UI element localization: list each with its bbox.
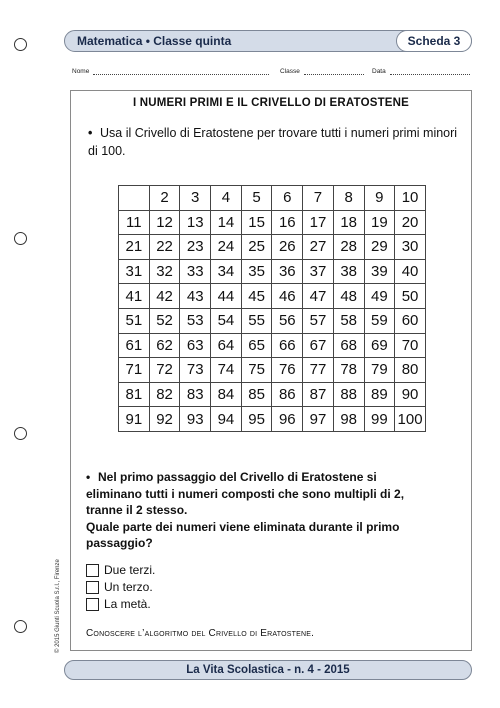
learning-objective: Conoscere l’algoritmo del Crivello di Eratostene. [86,628,315,639]
grid-cell[interactable]: 37 [303,259,334,284]
sheet-label: Scheda 3 [396,30,472,52]
grid-row [119,382,426,407]
option-half[interactable] [86,596,155,612]
grid-cell[interactable]: 14 [211,210,242,235]
grid-cell[interactable]: 64 [211,333,242,358]
grid-cell[interactable]: 96 [272,407,303,432]
binder-hole-bottom [14,620,27,633]
grid-cell[interactable]: 70 [395,333,426,358]
grid-cell[interactable]: 2 [149,186,180,211]
grid-row [119,210,426,235]
grid-cell[interactable]: 98 [333,407,364,432]
answer-options [86,562,155,613]
bullet-icon: • [86,470,91,484]
question-2-line-1: Nel primo passaggio del Crivello di Eratostene si [98,470,377,484]
question-1 [88,124,458,160]
grid-cell[interactable]: 55 [241,308,272,333]
grid-cell[interactable]: 72 [149,358,180,383]
option-label: Due terzi. [104,563,156,577]
grid-cell[interactable]: 99 [364,407,395,432]
grid-cell[interactable]: 93 [180,407,211,432]
grid-cell[interactable]: 16 [272,210,303,235]
grid-row [119,407,426,432]
grid-cell[interactable]: 28 [333,235,364,260]
grid-cell[interactable]: 95 [241,407,272,432]
grid-cell[interactable]: 39 [364,259,395,284]
grid-cell[interactable]: 25 [241,235,272,260]
grid-cell[interactable]: 56 [272,308,303,333]
grid-cell[interactable]: 10 [395,186,426,211]
question-2 [86,469,466,552]
grid-cell[interactable]: 19 [364,210,395,235]
grid-cell[interactable]: 79 [364,358,395,383]
grid-cell[interactable]: 61 [119,333,150,358]
grid-cell[interactable]: 100 [395,407,426,432]
grid-cell[interactable] [119,186,150,211]
option-two-thirds[interactable] [86,562,155,578]
grid-cell[interactable]: 60 [395,308,426,333]
binder-hole-top [14,38,27,51]
date-label: Data [372,68,386,75]
grid-row [119,333,426,358]
grid-cell[interactable]: 62 [149,333,180,358]
grid-cell[interactable]: 69 [364,333,395,358]
grid-cell[interactable]: 6 [272,186,303,211]
grid-row [119,358,426,383]
subject-title: Matematica • Classe quinta [77,34,232,48]
class-field[interactable] [280,68,364,75]
grid-cell[interactable]: 20 [395,210,426,235]
grid-cell[interactable]: 77 [303,358,334,383]
grid-cell[interactable]: 90 [395,382,426,407]
question-2-line-2: eliminano tutti i numeri composti che sono multipli di 2, [86,486,405,501]
grid-cell[interactable]: 24 [211,235,242,260]
grid-cell[interactable]: 94 [211,407,242,432]
grid-cell[interactable]: 49 [364,284,395,309]
checkbox-icon[interactable] [86,564,99,577]
grid-cell[interactable]: 33 [180,259,211,284]
grid-cell[interactable]: 31 [119,259,150,284]
grid-cell[interactable]: 43 [180,284,211,309]
grid-cell[interactable]: 71 [119,358,150,383]
grid-cell[interactable]: 76 [272,358,303,383]
grid-cell[interactable]: 63 [180,333,211,358]
grid-cell[interactable]: 68 [333,333,364,358]
grid-row [119,186,426,211]
grid-cell[interactable]: 54 [211,308,242,333]
grid-cell[interactable]: 86 [272,382,303,407]
grid-cell[interactable]: 51 [119,308,150,333]
grid-cell[interactable]: 92 [149,407,180,432]
grid-cell[interactable]: 73 [180,358,211,383]
footer-bar: La Vita Scolastica - n. 4 - 2015 [64,660,472,680]
grid-cell[interactable]: 75 [241,358,272,383]
class-label: Classe [280,68,300,75]
grid-cell[interactable]: 35 [241,259,272,284]
grid-cell[interactable]: 42 [149,284,180,309]
grid-cell[interactable]: 17 [303,210,334,235]
grid-row [119,284,426,309]
grid-cell[interactable]: 44 [211,284,242,309]
grid-cell[interactable]: 4 [211,186,242,211]
grid-cell[interactable]: 27 [303,235,334,260]
binder-hole-middle [14,232,27,245]
header-bar [64,30,472,52]
grid-cell[interactable]: 12 [149,210,180,235]
checkbox-icon[interactable] [86,581,99,594]
grid-cell[interactable]: 47 [303,284,334,309]
grid-cell[interactable]: 5 [241,186,272,211]
copyright-notice: © 2015 Giunti Scuola S.r.l., Firenze [55,559,61,653]
grid-cell[interactable]: 91 [119,407,150,432]
name-line[interactable] [93,69,269,75]
grid-cell[interactable]: 36 [272,259,303,284]
grid-cell[interactable]: 23 [180,235,211,260]
date-line[interactable] [390,69,470,75]
grid-row [119,235,426,260]
grid-cell[interactable]: 11 [119,210,150,235]
grid-cell[interactable]: 57 [303,308,334,333]
grid-cell[interactable]: 74 [211,358,242,383]
grid-cell[interactable]: 30 [395,235,426,260]
grid-cell[interactable]: 48 [333,284,364,309]
grid-cell[interactable]: 21 [119,235,150,260]
grid-cell[interactable]: 58 [333,308,364,333]
grid-cell[interactable]: 52 [149,308,180,333]
grid-row [119,308,426,333]
grid-cell[interactable]: 78 [333,358,364,383]
grid-cell[interactable]: 8 [333,186,364,211]
grid-cell[interactable]: 46 [272,284,303,309]
grid-cell[interactable]: 82 [149,382,180,407]
grid-cell[interactable]: 22 [149,235,180,260]
grid-cell[interactable]: 45 [241,284,272,309]
grid-cell[interactable]: 59 [364,308,395,333]
grid-cell[interactable]: 87 [303,382,334,407]
question-2-line-5: passaggio? [86,536,153,550]
option-one-third[interactable] [86,579,155,595]
grid-cell[interactable]: 89 [364,382,395,407]
worksheet-title: I NUMERI PRIMI E IL CRIVELLO DI ERATOSTENE [132,97,410,109]
grid-cell[interactable]: 32 [149,259,180,284]
binder-hole-lower [14,427,27,440]
grid-cell[interactable]: 7 [303,186,334,211]
grid-cell[interactable]: 15 [241,210,272,235]
option-label: La metà. [104,597,151,611]
grid-cell[interactable]: 80 [395,358,426,383]
grid-row [119,259,426,284]
grid-cell[interactable]: 9 [364,186,395,211]
grid-cell[interactable]: 85 [241,382,272,407]
grid-cell[interactable]: 13 [180,210,211,235]
sieve-grid [118,185,426,432]
grid-cell[interactable]: 40 [395,259,426,284]
question-2-line-3: tranne il 2 stesso. [86,503,188,517]
grid-cell[interactable]: 97 [303,407,334,432]
grid-cell[interactable]: 18 [333,210,364,235]
grid-cell[interactable]: 66 [272,333,303,358]
checkbox-icon[interactable] [86,598,99,611]
grid-cell[interactable]: 50 [395,284,426,309]
question-1-text: Usa il Crivello di Eratostene per trovare tutti i numeri primi minori di 100. [88,126,458,158]
grid-cell[interactable]: 53 [180,308,211,333]
grid-cell[interactable]: 67 [303,333,334,358]
bullet-icon: • [88,126,93,140]
name-label: Nome [72,68,90,75]
grid-cell[interactable]: 34 [211,259,242,284]
grid-cell[interactable]: 29 [364,235,395,260]
grid-cell[interactable]: 26 [272,235,303,260]
date-field[interactable] [372,68,470,75]
grid-cell[interactable]: 88 [333,382,364,407]
question-2-line-4: Quale parte dei numeri viene eliminata durante il primo [86,519,400,534]
option-label: Un terzo. [104,580,153,594]
name-field[interactable] [72,68,269,75]
grid-cell[interactable]: 65 [241,333,272,358]
grid-cell[interactable]: 83 [180,382,211,407]
grid-cell[interactable]: 84 [211,382,242,407]
grid-cell[interactable]: 41 [119,284,150,309]
class-line[interactable] [304,69,364,75]
grid-cell[interactable]: 3 [180,186,211,211]
grid-cell[interactable]: 81 [119,382,150,407]
grid-cell[interactable]: 38 [333,259,364,284]
